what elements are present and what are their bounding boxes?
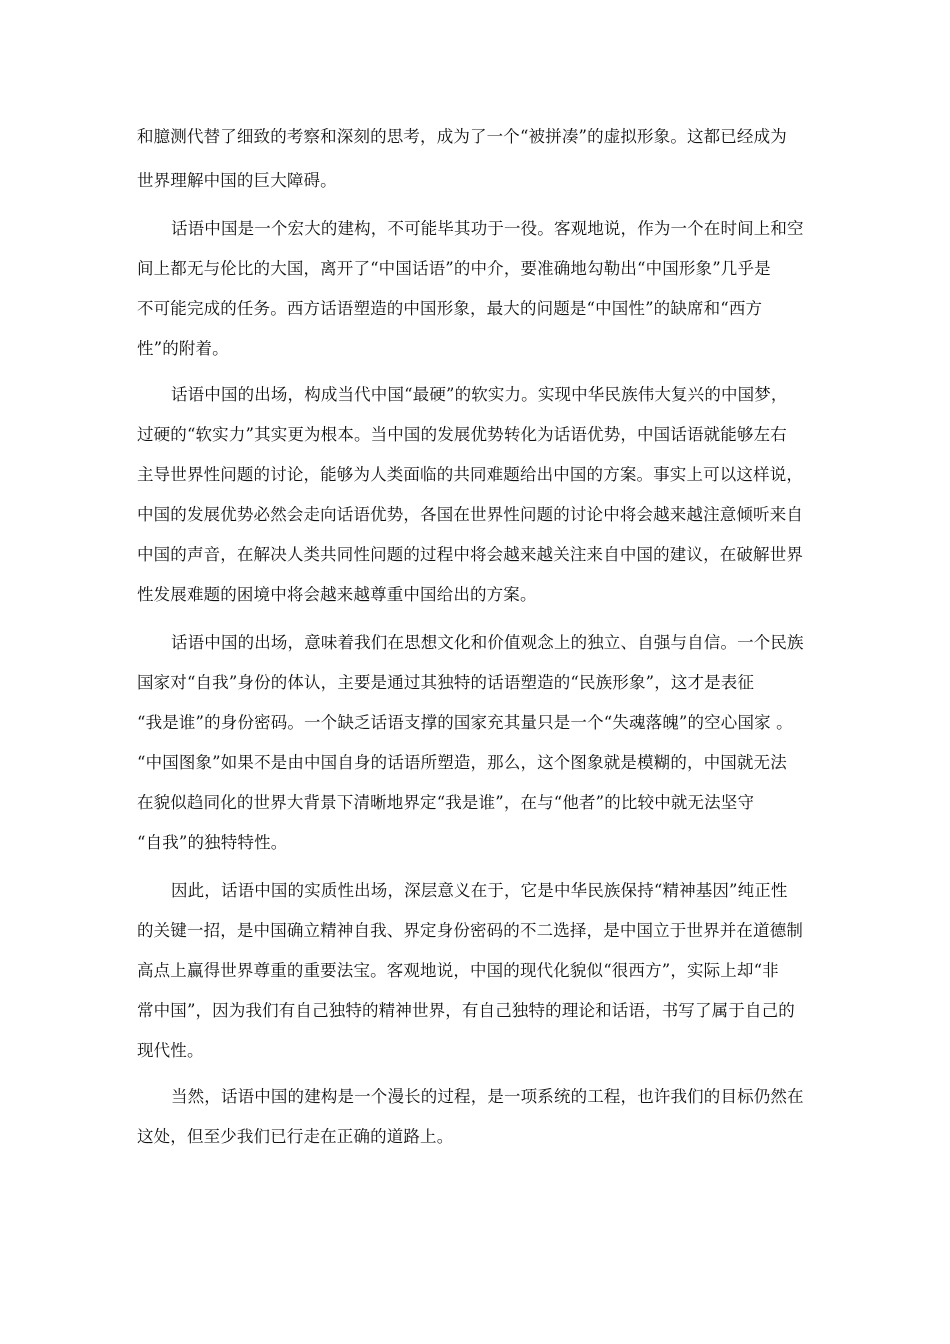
paragraph-4-line-2: 国家对“自我”身份的体认，主要是通过其独特的话语塑造的“民族形象”，这才是表征 <box>137 673 755 692</box>
paragraph-3-line-6: 性发展难题的困境中将会越来越尊重中国给出的方案。 <box>137 585 537 604</box>
paragraph-6-line-1: 当然，话语中国的建构是一个漫长的过程，是一项系统的工程，也许我们的目标仍然在 <box>171 1087 804 1106</box>
paragraph-3-line-5: 中国的声音，在解决人类共同性问题的过程中将会越来越关注来自中国的建议，在破解世界 <box>137 545 803 564</box>
paragraph-3-line-4: 中国的发展优势必然会走向话语优势，各国在世界性问题的讨论中将会越来越注意倾听来自 <box>137 505 803 524</box>
paragraph-5-line-1: 因此，话语中国的实质性出场，深层意义在于，它是中华民族保持“精神基因”纯正性 <box>171 881 788 900</box>
paragraph-2-line-3: 不可能完成的任务。西方话语塑造的中国形象，最大的问题是“中国性”的缺席和“西方 <box>137 299 763 318</box>
paragraph-5-line-4: 常中国”，因为我们有自己独特的精神世界，有自己独特的理论和话语，书写了属于自己的 <box>137 1001 795 1020</box>
paragraph-5-line-3: 高点上赢得世界尊重的重要法宝。客观地说，中国的现代化貌似“很西方”，实际上却“非 <box>137 961 779 980</box>
paragraph-2-line-2: 间上都无与伦比的大国，离开了“中国话语”的中介，要准确地勾勒出“中国形象”几乎是 <box>137 259 771 278</box>
paragraph-6-line-2: 这处，但至少我们已行走在正确的道路上。 <box>137 1127 454 1146</box>
paragraph-1-line-2: 世界理解中国的巨大障碍。 <box>137 171 337 190</box>
paragraph-3-line-2: 过硬的“软实力”其实更为根本。当中国的发展优势转化为话语优势，中国话语就能够左右 <box>137 425 787 444</box>
paragraph-2-line-1: 话语中国是一个宏大的建构，不可能毕其功于一役。客观地说，作为一个在时间上和空 <box>171 219 804 238</box>
paragraph-4-line-4: “中国图象”如果不是由中国自身的话语所塑造，那么，这个图象就是模糊的，中国就无法 <box>137 753 787 772</box>
paragraph-4-line-6: “自我”的独特特性。 <box>137 833 288 852</box>
paragraph-4-line-1: 话语中国的出场，意味着我们在思想文化和价值观念上的独立、自强与自信。一个民族 <box>171 633 804 652</box>
paragraph-5-line-2: 的关键一招，是中国确立精神自我、界定身份密码的不二选择，是中国立于世界并在道德制 <box>137 921 803 940</box>
paragraph-4-line-5: 在貌似趋同化的世界大背景下清晰地界定“我是谁”，在与“他者”的比较中就无法坚守 <box>137 793 755 812</box>
paragraph-4-line-3: “我是谁”的身份密码。一个缺乏话语支撑的国家充其量只是一个“失魂落魄”的空心国家 。 <box>137 713 793 732</box>
paragraph-5-line-5: 现代性。 <box>137 1041 204 1060</box>
paragraph-2-line-4: 性”的附着。 <box>137 339 229 358</box>
paragraph-3-line-1: 话语中国的出场，构成当代中国“最硬”的软实力。实现中华民族伟大复兴的中国梦， <box>171 385 788 404</box>
paragraph-1-line-1: 和臆测代替了细致的考察和深刻的思考，成为了一个“被拼凑”的虚拟形象。这都已经成为 <box>137 127 787 146</box>
paragraph-3-line-3: 主导世界性问题的讨论，能够为人类面临的共同难题给出中国的方案。事实上可以这样说， <box>137 465 803 484</box>
